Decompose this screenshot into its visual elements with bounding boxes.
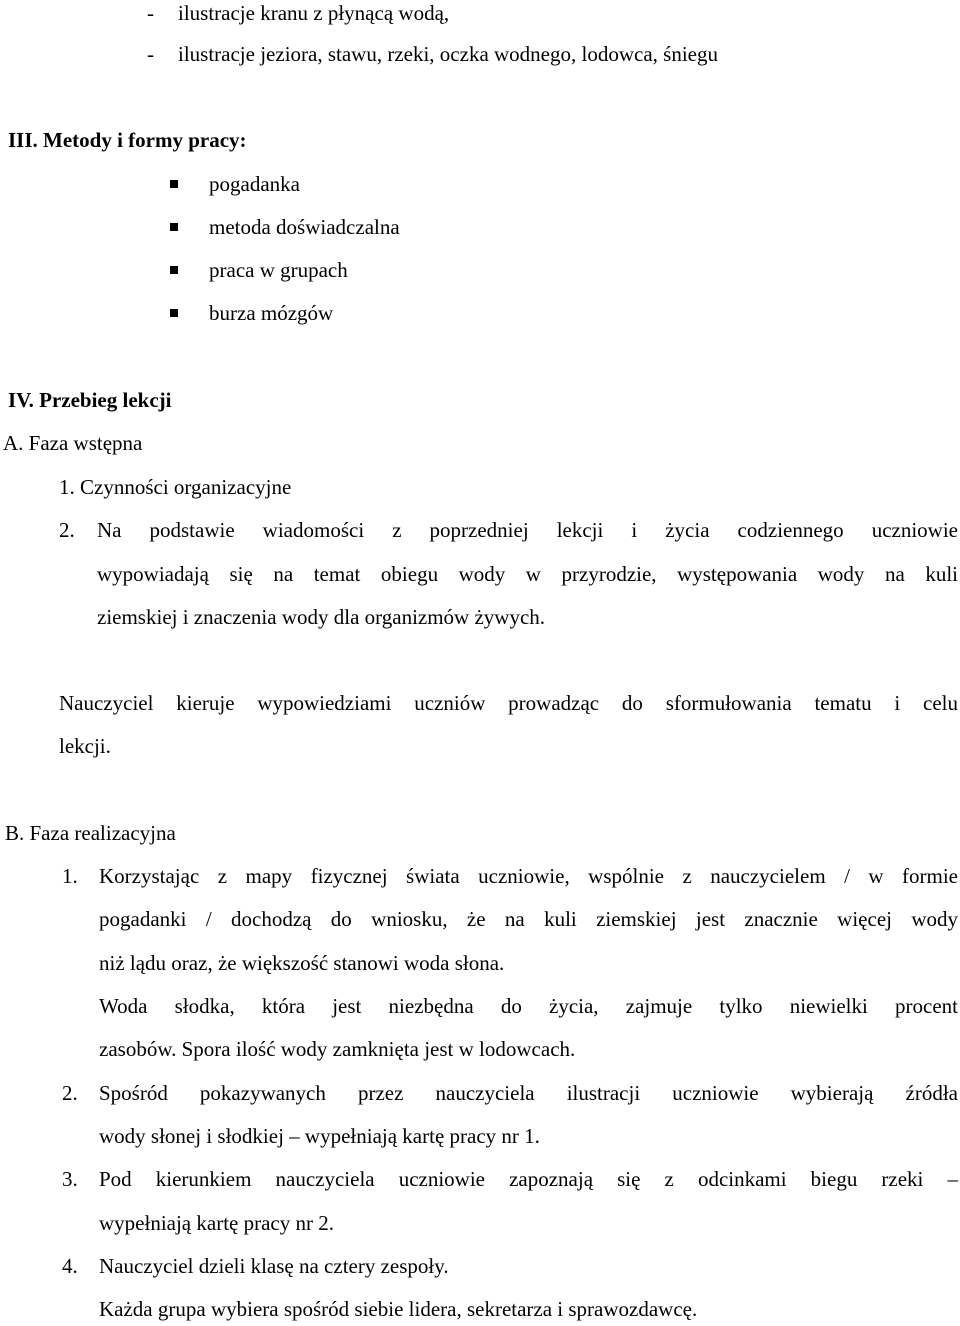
materials-item: - ilustracje kranu z płynącą wodą, xyxy=(147,1,450,25)
paragraph-line: Pod kierunkiem nauczyciela uczniowie zapoznają się z odcinkami biegu rzeki – xyxy=(99,1167,958,1191)
paragraph-line: Korzystając z mapy fizycznej świata uczniowie, wspólnie z nauczycielem / w formie xyxy=(99,864,958,888)
list-item-a1: 1. Czynności organizacyjne xyxy=(59,475,292,499)
paragraph-line: Na podstawie wiadomości z poprzedniej lekcji i życia codziennego uczniowie xyxy=(97,518,958,542)
phase-a-heading: A. Faza wstępna xyxy=(3,431,143,455)
paragraph-line: wypowiadają się na temat obiegu wody w przyrodzie, występowania wody na kuli xyxy=(97,562,958,586)
dash-marker: - xyxy=(147,42,154,66)
list-number-b2: 2. xyxy=(62,1081,78,1105)
paragraph-line: Nauczyciel dzieli klasę na cztery zespoły. xyxy=(99,1254,449,1278)
paragraph-line: Każda grupa wybiera spośród siebie lidera, sekretarza i sprawozdawcę. xyxy=(99,1297,698,1321)
paragraph-line: wody słonej i słodkiej – wypełniają kartę pracy nr 1. xyxy=(99,1124,540,1148)
section-heading-course: IV. Przebieg lekcji xyxy=(8,388,172,412)
square-bullet-icon xyxy=(170,223,178,231)
paragraph-line: niż lądu oraz, że większość stanowi woda słona. xyxy=(99,951,505,975)
square-bullet-icon xyxy=(170,266,178,274)
paragraph-line: ziemskiej i znaczenia wody dla organizmów żywych. xyxy=(97,605,546,629)
paragraph-line: lekcji. xyxy=(59,734,111,758)
section-heading-methods: III. Metody i formy pracy: xyxy=(8,128,247,152)
method-item: burza mózgów xyxy=(170,300,333,326)
method-item: pogadanka xyxy=(170,171,300,197)
method-item: metoda doświadczalna xyxy=(170,214,400,240)
list-number-b3: 3. xyxy=(62,1167,78,1191)
materials-item: - ilustracje jeziora, stawu, rzeki, oczka wodnego, lodowca, śniegu xyxy=(147,42,718,66)
square-bullet-icon xyxy=(170,309,178,317)
paragraph-line: wypełniają kartę pracy nr 2. xyxy=(99,1211,334,1235)
paragraph-line: Spośród pokazywanych przez nauczyciela ilustracji uczniowie wybierają źródła xyxy=(99,1081,958,1105)
method-item: praca w grupach xyxy=(170,257,348,283)
paragraph-line: Nauczyciel kieruje wypowiedziami uczniów prowadząc do sformułowania tematu i celu xyxy=(59,691,958,715)
paragraph-line: zasobów. Spora ilość wody zamknięta jest w lodowcach. xyxy=(99,1037,576,1061)
list-number-b4: 4. xyxy=(62,1254,78,1278)
dash-marker: - xyxy=(147,1,154,25)
paragraph-line: Woda słodka, która jest niezbędna do życia, zajmuje tylko niewielki procent xyxy=(99,994,958,1018)
square-bullet-icon xyxy=(170,180,178,188)
list-number-a2: 2. xyxy=(59,518,75,542)
paragraph-line: pogadanki / dochodzą do wniosku, że na kuli ziemskiej jest znacznie więcej wody xyxy=(99,907,958,931)
phase-b-heading: B. Faza realizacyjna xyxy=(5,821,176,845)
list-number-b1: 1. xyxy=(62,864,78,888)
